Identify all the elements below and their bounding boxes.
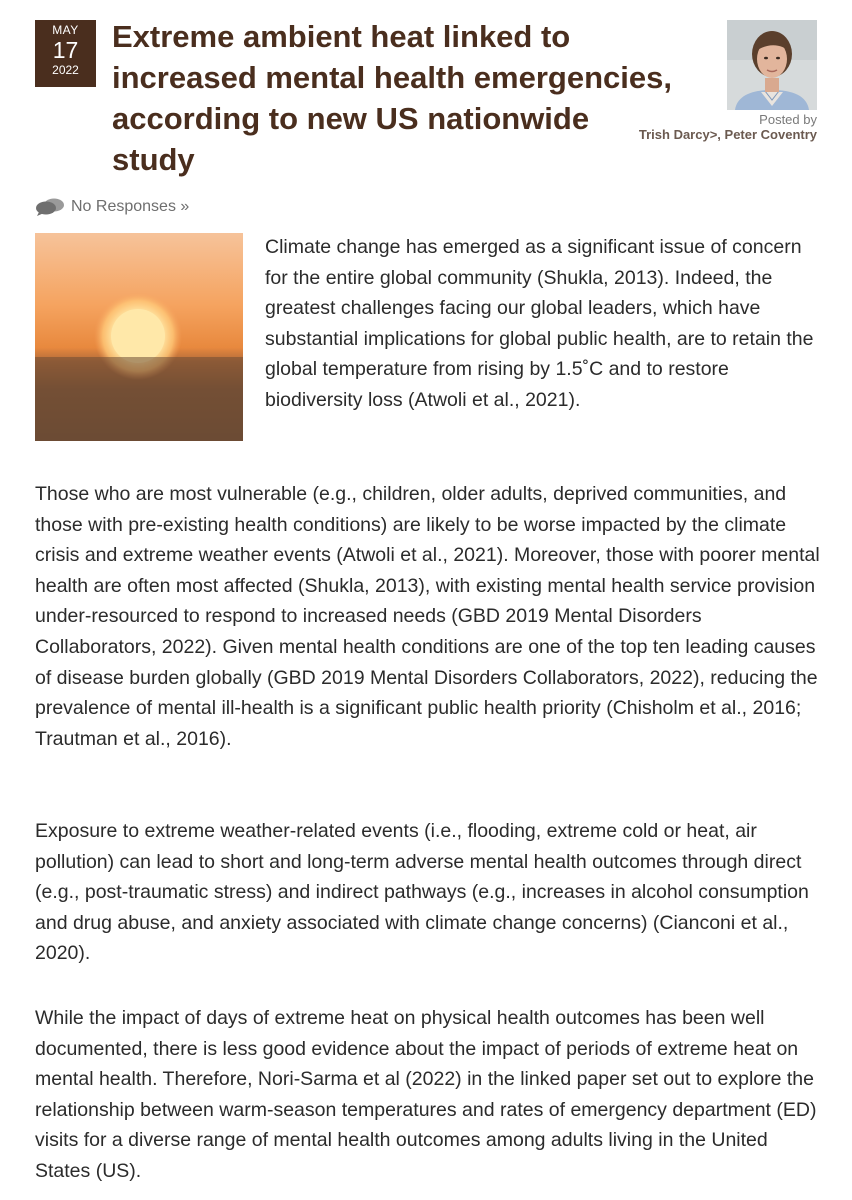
responses-link[interactable] <box>35 196 189 218</box>
date-day: 17 <box>52 37 79 63</box>
author-avatar[interactable] <box>727 20 817 110</box>
posted-by-label: Posted by <box>759 112 817 127</box>
date-badge <box>35 20 96 87</box>
body-paragraph-4: While the impact of days of extreme heat on physical health outcomes has been well documented, there is less good evidence about the impact of periods of extreme heat on mental health. Therefore, Nori-Sarma et al (2022) in the linked paper set out to explore the relationship between warm-season temperatures and rates of emergency department (ED) visits for a diverse range of mental health outcomes among adults living in the United States (US). <box>35 1007 817 1182</box>
body-paragraph-2: Those who are most vulnerable (e.g., children, older adults, deprived communities, and those with pre-existing health conditions) are likely to be worse impacted by the climate crisis and extreme weather events (Atwoli et al., 2021). Moreover, those with poorer mental health are often most affected (Shukla, 2013), with existing mental health service provision under-resourced to respond to increased needs (GBD 2019 Mental Disorders Collaborators, 2022). Given mental health conditions are one of the top ten leading causes of disease burden globally (GBD 2019 Mental Disorders Collaborators, 2022), reducing the prevalence of mental ill-health is a significant public health priority (Chisholm et al., 2016; Trautman et al., 2016). <box>35 483 820 750</box>
post-title[interactable]: Extreme ambient heat linked to increased mental health emergencies, according to new US nationwide study <box>112 19 672 177</box>
sunset-illustration <box>35 233 243 441</box>
body-paragraph-1: Climate change has emerged as a significant issue of concern for the entire global community (Shukla, 2013). Indeed, the greatest challenges facing our global leaders, which have substantial implications for global public health, are to retain the global temperature from rising by 1.5˚C and to restore biodiversity loss (Atwoli et al., 2021). <box>265 236 814 411</box>
date-year: 2022 <box>52 63 79 77</box>
date-month: MAY <box>52 23 79 37</box>
comments-icon <box>35 197 65 217</box>
body-paragraph-3: Exposure to extreme weather-related events (i.e., flooding, extreme cold or heat, air pollution) can lead to short and long-term adverse mental health outcomes through direct (e.g., post-traumatic stress) and indirect pathways (e.g., increases in alcohol consumption and drug abuse, and anxiety associated with climate change concerns) (Cianconi et al., 2020). <box>35 820 809 965</box>
sunset-image <box>35 233 243 441</box>
author-photo-image <box>727 20 817 110</box>
author-names[interactable]: Trish Darcy>, Peter Coventry <box>638 127 817 142</box>
responses-label[interactable]: No Responses » <box>71 198 190 215</box>
